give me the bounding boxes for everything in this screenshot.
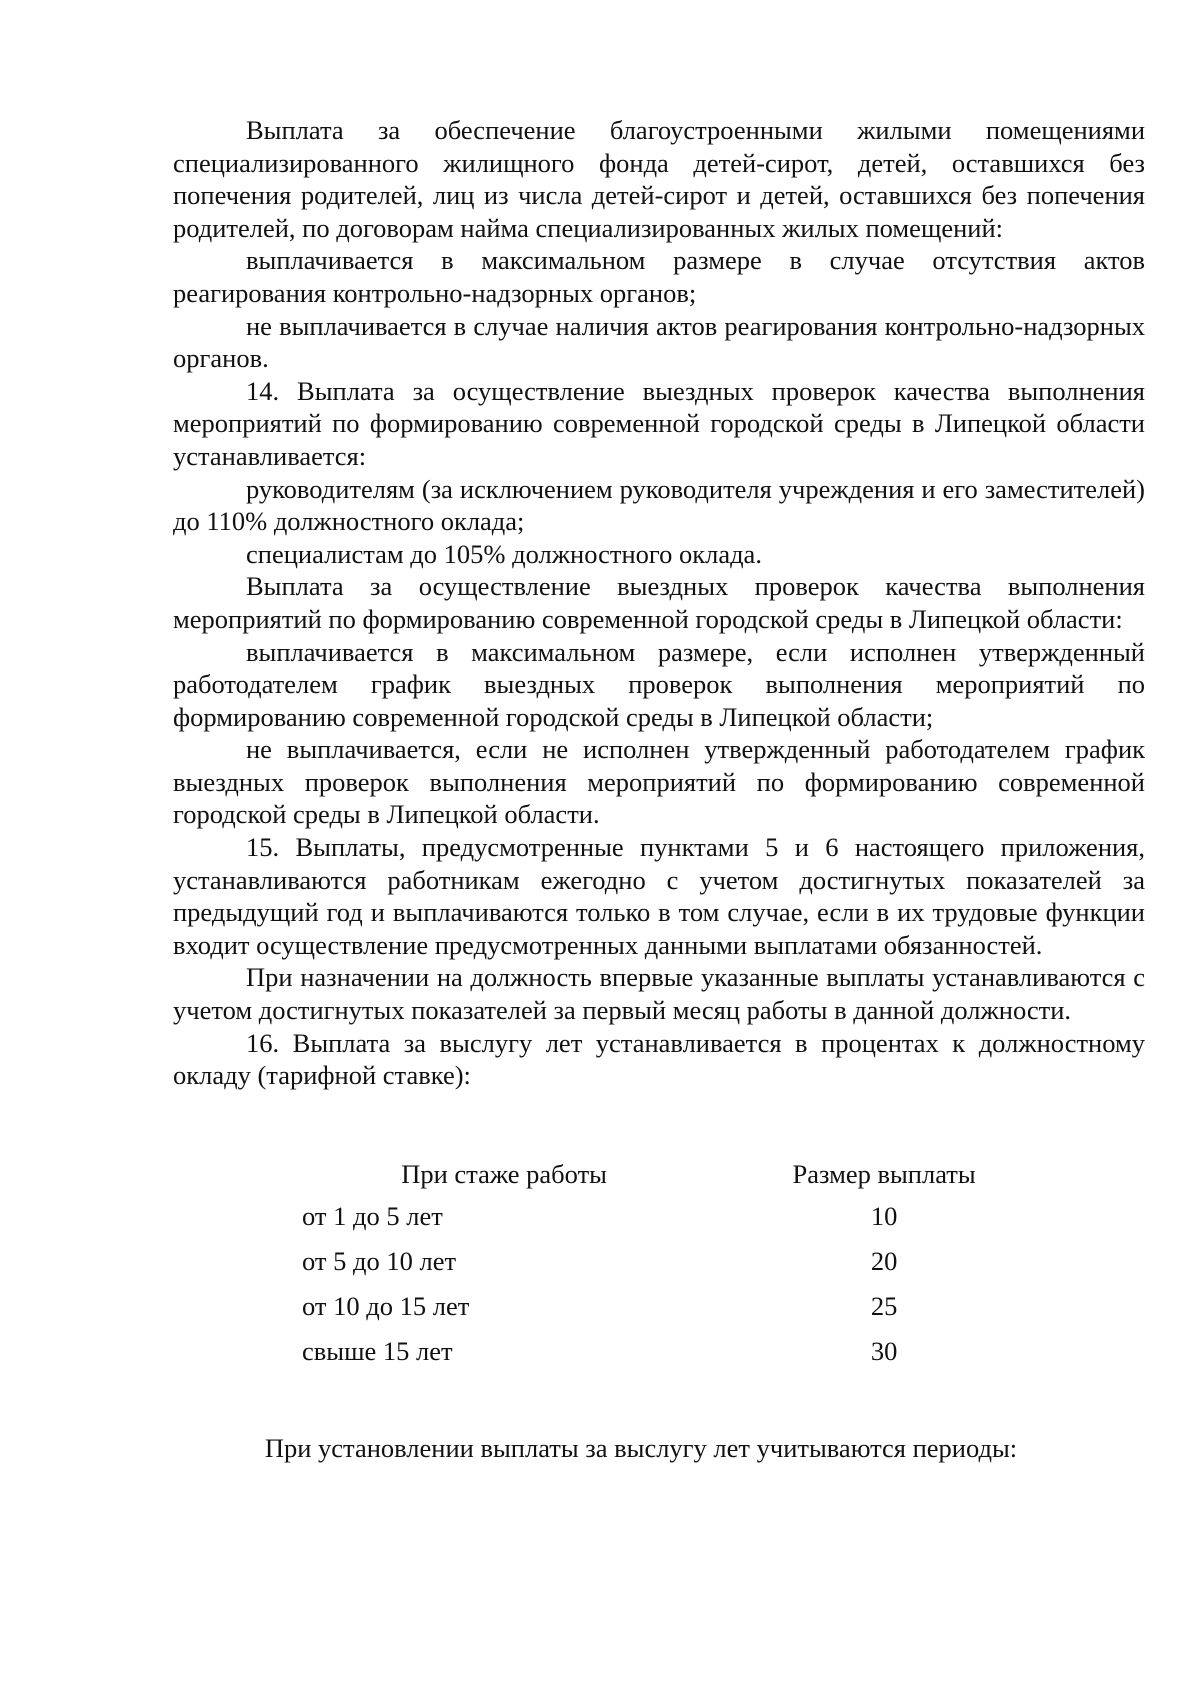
paragraph-item-14-managers: руководителям (за исключением руководителя учреждения и его заместителей) до 110% должностного оклада; (173, 473, 1145, 537)
table-cell-period: от 1 до 5 лет (302, 1201, 443, 1232)
paragraph-inspection-paid-max: выплачивается в максимальном размере, если исполнен утвержденный работодателем график выездных проверок выполнения мероприятий по формированию современной городской среды в Липецкой области; (173, 636, 1145, 732)
paragraph-inspection-payment-intro: Выплата за осуществление выездных проверок качества выполнения мероприятий по формированию современной городской среды в Липецкой области: (173, 571, 1145, 634)
paragraph-item-14-specialists: специалистам до 105% должностного оклада. (246, 538, 762, 569)
paragraph-item-15: 15. Выплаты, предусмотренные пунктами 5 и 6 настоящего приложения, устанавливаются работникам ежегодно с учетом достигнутых показателей за предыдущий год и выплачиваются только в том случае, если в их трудовые функции входит осуществление предусмотренных данными выплатами обязанностей. (173, 832, 1145, 960)
paragraph-item-14-intro: 14. Выплата за осуществление выездных проверок качества выполнения мероприятий по формированию современной городской среды в Липецкой области устанавливается: (173, 375, 1145, 471)
table-cell-amount: 20 (870, 1246, 898, 1277)
paragraph-item-16: 16. Выплата за выслугу лет устанавливается в процентах к должностному окладу (тарифной ставке): (173, 1027, 1145, 1091)
table-row (302, 1284, 1022, 1329)
paragraph-inspection-not-paid: не выплачивается, если не исполнен утвержденный работодателем график выездных проверок выполнения мероприятий по формированию современной городской среды в Липецкой области. (173, 734, 1145, 830)
table-header-amount: Размер выплаты (792, 1158, 976, 1189)
paragraph-housing-not-paid: не выплачивается в случае наличия актов реагирования контрольно-надзорных органов. (173, 310, 1145, 374)
table-row (302, 1329, 1022, 1374)
paragraph-housing-paid-max: выплачивается в максимальном размере в случае отсутствия актов реагирования контрольно-надзорных органов; (173, 245, 1145, 308)
length-of-service-table (302, 1154, 1022, 1374)
closing-line: При установлении выплаты за выслугу лет учитываются периоды: (264, 1432, 1018, 1463)
table-row (302, 1194, 1022, 1239)
document-page (173, 114, 1145, 1491)
table-cell-period: от 10 до 15 лет (302, 1291, 470, 1322)
table-cell-period: от 5 до 10 лет (302, 1246, 457, 1277)
paragraph-housing-payment-intro: Выплата за обеспечение благоустроенными жилыми помещениями специализированного жилищного фонда детей-сирот, детей, оставшихся без попечения родителей, лиц из числа детей-сирот и детей, оставшихся без попечения родителей, по договорам найма специализированных жилых помещений: (173, 115, 1145, 243)
table-header-row (302, 1154, 1022, 1194)
table-cell-amount: 30 (870, 1336, 898, 1367)
table-row (302, 1239, 1022, 1284)
table-cell-period: свыше 15 лет (302, 1336, 453, 1367)
paragraph-first-appointment: При назначении на должность впервые указанные выплаты устанавливаются с учетом достигнутых показателей за первый месяц работы в данной должности. (173, 962, 1145, 1026)
table-cell-amount: 25 (870, 1291, 898, 1322)
table-header-period: При стаже работы (401, 1158, 607, 1189)
table-cell-amount: 10 (870, 1201, 898, 1232)
